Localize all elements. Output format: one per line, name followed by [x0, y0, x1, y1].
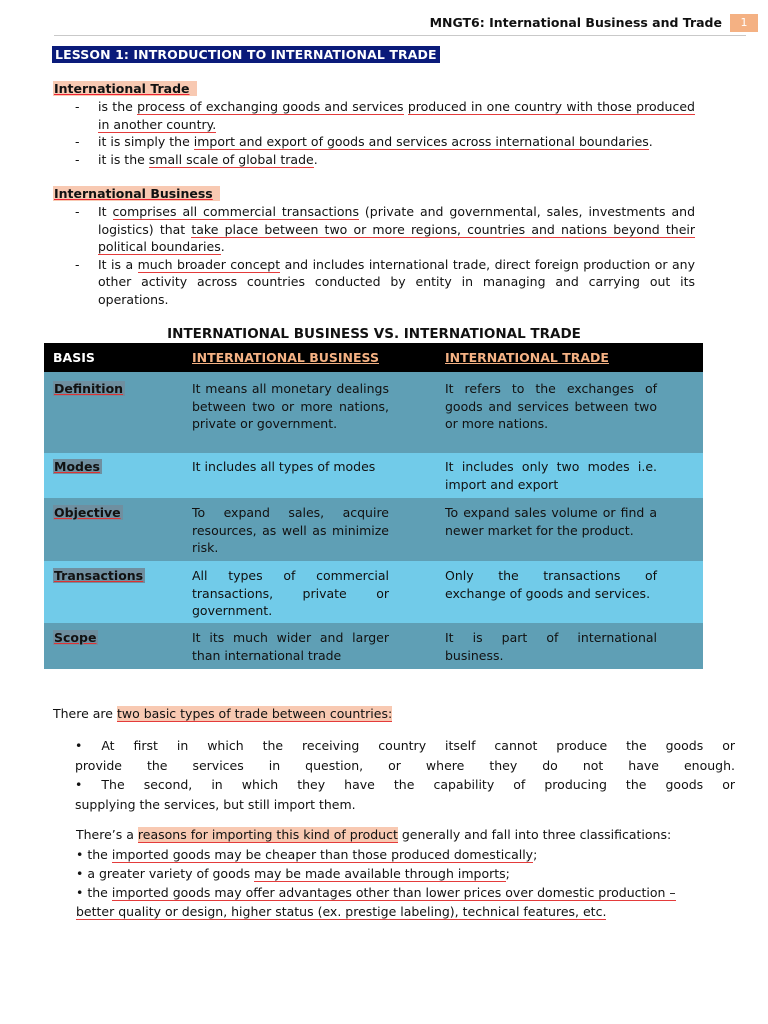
- list-item: • the imported goods may offer advantages other than lower prices over domestic production –: [76, 885, 676, 900]
- reasons-intro: There’s a reasons for importing this kind of product generally and fall into three classifications:: [76, 827, 672, 842]
- list-item: - it is simply the import and export of goods and services across international boundaries.: [75, 133, 695, 151]
- header-international-business: INTERNATIONAL BUSINESS: [192, 350, 379, 365]
- comparison-title: INTERNATIONAL BUSINESS VS. INTERNATIONAL TRADE: [167, 326, 581, 342]
- basis-scope: Scope: [54, 630, 97, 645]
- table-row: [44, 561, 703, 623]
- list-item: - it is the small scale of global trade.: [75, 151, 695, 169]
- trade-objective: To expand sales volume or find a newer market for the product.: [445, 505, 657, 538]
- list-item: • the imported goods may be cheaper than those produced domestically;: [76, 847, 538, 862]
- table-row: [44, 372, 703, 453]
- table-row: [44, 623, 703, 669]
- international-business-heading: International Business: [53, 186, 220, 201]
- business-transactions: All types of commercial transactions, private or government.: [192, 568, 389, 618]
- basis-modes: Modes: [54, 459, 100, 474]
- business-scope: It its much wider and larger than international trade: [192, 630, 389, 663]
- business-objective: To expand sales, acquire resources, as well as minimize risk.: [192, 505, 389, 555]
- international-trade-heading: International Trade: [53, 81, 197, 96]
- trade-modes: It includes only two modes i.e. import and export: [445, 459, 657, 492]
- trade-types-intro: There are two basic types of trade between countries:: [53, 706, 393, 721]
- list-item: • The second, in which they have the capability of producing the goods or: [75, 777, 735, 792]
- trade-definition: It refers to the exchanges of goods and services between two or more nations.: [445, 381, 657, 431]
- table-header-row: [44, 343, 703, 372]
- page-number-badge: 1: [730, 14, 758, 32]
- list-item: supplying the services, but still import them.: [75, 796, 356, 812]
- list-item: - It comprises all commercial transactions (private and governmental, sales, investments and logistics) that take place between two or more regions, countries and nations beyond their political boundaries.: [75, 203, 695, 256]
- table-row: [44, 453, 703, 498]
- list-item: provide the services in question, or where they do not have enough.: [75, 757, 735, 773]
- page-header: [0, 14, 768, 34]
- list-item: better quality or design, higher status (ex. prestige labeling), technical features, etc.: [76, 904, 607, 919]
- basis-objective: Objective: [54, 505, 121, 520]
- list-item: - is the process of exchanging goods and services produced in one country with those produced in another country.: [75, 98, 695, 133]
- trade-types-list: [75, 736, 735, 814]
- trade-transactions: Only the transactions of exchange of goods and services.: [445, 568, 657, 601]
- header-international-trade: INTERNATIONAL TRADE: [445, 350, 609, 365]
- list-item: - It is a much broader concept and includes international trade, direct foreign production or any other activity across countries conducted by entity in managing and carrying out its operations.: [75, 256, 695, 309]
- trade-scope: It is part of international business.: [445, 630, 657, 663]
- course-title: MNGT6: International Business and Trade: [429, 15, 722, 30]
- comparison-table: [44, 343, 703, 669]
- reasons-list: [76, 845, 716, 921]
- header-divider: [54, 35, 746, 36]
- lesson-title: LESSON 1: INTRODUCTION TO INTERNATIONAL TRADE: [52, 46, 440, 63]
- basis-transactions: Transactions: [54, 568, 144, 583]
- business-definition: It means all monetary dealings between two or more nations, private or government.: [192, 381, 389, 431]
- list-item: • a greater variety of goods may be made available through imports;: [76, 866, 510, 881]
- table-row: [44, 498, 703, 561]
- basis-definition: Definition: [54, 381, 124, 396]
- header-basis: BASIS: [53, 350, 95, 365]
- business-modes: It includes all types of modes: [192, 459, 376, 474]
- list-item: • At first in which the receiving country itself cannot produce the goods or: [75, 738, 735, 753]
- international-trade-list: [75, 98, 695, 168]
- international-business-list: [75, 203, 695, 308]
